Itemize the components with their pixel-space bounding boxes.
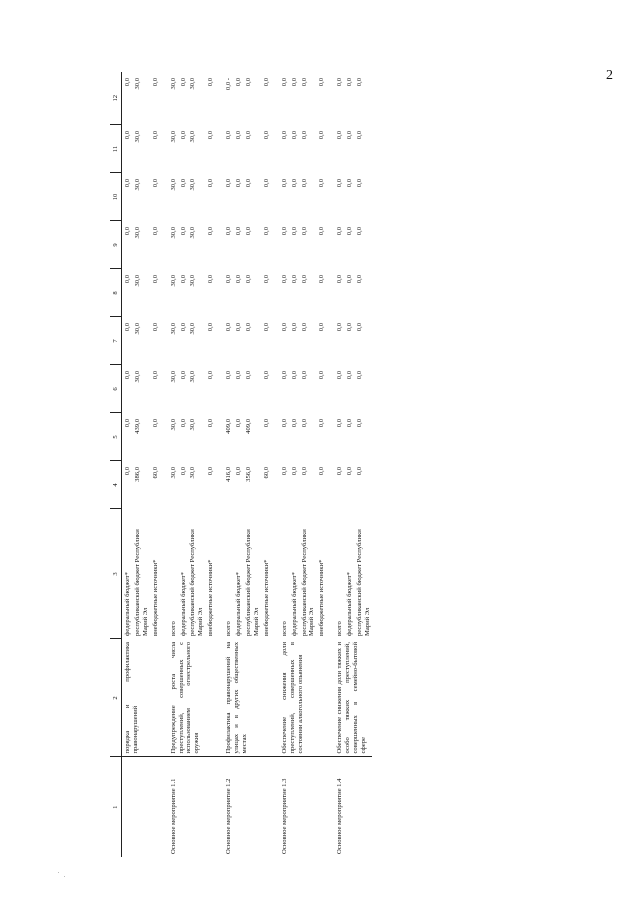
activity-title: Профилактика правонарушений на улицах и в других общественных местах — [225, 642, 248, 754]
table-row — [160, 72, 178, 857]
amount-cell: 0,0 — [207, 323, 215, 332]
amount-cell: 416,0 — [225, 467, 233, 482]
amount-cell: 30,0 — [189, 78, 197, 90]
amount-cell: 0,0 — [336, 371, 344, 380]
amount-cell: 0,0 — [207, 419, 215, 428]
amount-cell: 0,0 — [262, 78, 270, 87]
amount-cell: 386,0 — [133, 467, 141, 482]
amount-cell: 0,0 — [207, 371, 215, 380]
amount-cell: 30,0 — [189, 275, 197, 287]
amount-cell: 0,0 — [280, 419, 288, 428]
amount-cell: 0,0 — [207, 467, 215, 476]
amount-cell: 0,0 — [124, 227, 131, 236]
page-number: 2 — [606, 68, 613, 83]
col-header: 2 — [110, 639, 122, 757]
funding-source: республиканский бюджет Республики Марий Эл — [133, 529, 149, 636]
amount-cell: 0,0 — [244, 323, 252, 332]
activity-title: порядка и профилактика правонарушений — [124, 642, 139, 754]
amount-cell: 0,0 — [280, 227, 288, 236]
amount-cell: 30,0 — [169, 78, 177, 90]
amount-cell: 0,0 — [151, 419, 159, 428]
funding-source: федеральный бюджет* — [235, 572, 243, 636]
amount-cell: 0,0 — [262, 371, 270, 380]
amount-cell: 409,0 — [244, 419, 252, 434]
amount-cell: 0,0 — [290, 78, 298, 87]
amount-cell: 0,0 — [124, 131, 131, 140]
amount-cell: 30,0 — [189, 227, 197, 239]
amount-cell: 0,0 — [346, 275, 354, 284]
amount-cell: 0,0 — [290, 179, 298, 188]
amount-cell: 0,0 — [280, 78, 288, 87]
amount-cell: 0,0 — [290, 323, 298, 332]
budget-table — [110, 72, 372, 857]
amount-cell: 0,0 — [336, 227, 344, 236]
amount-cell: 0,0 — [244, 227, 252, 236]
funding-source: федеральный бюджет* — [179, 572, 187, 636]
amount-cell: 0,0 — [262, 131, 270, 140]
amount-cell: 0,0 — [300, 467, 308, 476]
col-header: 6 — [110, 365, 122, 413]
amount-cell: 0,0 — [235, 131, 243, 140]
amount-cell: 60,0 — [262, 467, 270, 479]
amount-cell: 0,0 — [124, 371, 131, 380]
activity-number — [122, 757, 160, 857]
amount-cell: 30,0 — [169, 275, 177, 287]
amount-cell: 0,0 — [235, 78, 243, 87]
funding-source: внебюджетные источники* — [151, 559, 159, 636]
amount-cell: 0,0 — [318, 371, 326, 380]
amount-cell: 30,0 — [169, 323, 177, 335]
amount-cell: 0,0 — [346, 227, 354, 236]
amount-cell: 0,0 — [151, 78, 159, 87]
amount-cell: 30,0 — [133, 131, 141, 143]
funding-source: федеральный бюджет* — [124, 572, 131, 636]
amount-cell: 30,0 — [133, 371, 141, 383]
amount-cell: 0,0 — [356, 323, 364, 332]
amount-cell: 0,0 — [356, 78, 364, 87]
col-header: 11 — [110, 125, 122, 173]
scan-speck — [64, 876, 65, 877]
amount-cell: 0,0 — [280, 179, 288, 188]
funding-source: всего — [280, 621, 288, 636]
rotated-table-wrapper — [110, 72, 610, 857]
activity-title: Обеспечение снижения доли тяжких и особо тяжких преступлений, совершенных в семейно-бытовой сфере — [336, 642, 367, 754]
table-row — [326, 72, 344, 857]
amount-cell: 30,0 — [189, 179, 197, 191]
funding-source: внебюджетные источники* — [207, 559, 215, 636]
amount-cell: 0,0 — [318, 323, 326, 332]
amount-cell: 0,0 — [235, 323, 243, 332]
amount-cell: 0,0 — [290, 275, 298, 284]
amount-cell: 0,0 — [262, 419, 270, 428]
amount-cell: 30,0 — [133, 227, 141, 239]
amount-cell: 30,0 — [169, 371, 177, 383]
amount-cell: 0,0 — [207, 179, 215, 188]
amount-cell: 0,0 — [179, 419, 187, 428]
amount-cell: 0,0 — [280, 323, 288, 332]
amount-cell: 0,0 — [124, 419, 131, 428]
activity-number: Основное мероприятие 1.2 — [215, 757, 271, 857]
amount-cell: 0,0 — [356, 227, 364, 236]
amount-cell: 0,0 — [262, 275, 270, 284]
funding-source: республиканский бюджет Республики Марий Эл — [244, 529, 260, 636]
funding-source: республиканский бюджет Республики Марий Эл — [300, 529, 316, 636]
amount-cell: 0,0 — [356, 371, 364, 380]
col-header: 12 — [110, 72, 122, 125]
amount-cell: 30,0 — [189, 323, 197, 335]
table-row — [215, 72, 233, 857]
amount-cell: 0,0 — [300, 131, 308, 140]
amount-cell: 0,0 — [346, 467, 354, 476]
amount-cell: 0,0 — [244, 371, 252, 380]
activity-number: Основное мероприятие 1.3 — [271, 757, 327, 857]
amount-cell: 0,0 — [346, 131, 354, 140]
amount-cell: 0,0 — [235, 467, 243, 476]
amount-cell: 0,0 — [207, 131, 215, 140]
table-row — [271, 72, 289, 857]
amount-cell: 0,0 — [290, 131, 298, 140]
amount-cell: 30,0 — [133, 179, 141, 191]
amount-cell: 30,0 — [169, 131, 177, 143]
amount-cell: 0,0 — [318, 419, 326, 428]
activity-title: Обеспечение снижения доли преступлений, совершенных в состоянии алкогольного опьянения — [280, 642, 304, 754]
funding-source: всего — [336, 621, 344, 636]
amount-cell: 0,0 — [235, 419, 243, 428]
scan-speck — [58, 872, 59, 873]
amount-cell: 0,0 — [346, 323, 354, 332]
amount-cell: 439,0 — [133, 419, 141, 434]
amount-cell: 0,0 — [280, 371, 288, 380]
amount-cell: 0,0 — [280, 131, 288, 140]
amount-cell: 0,0 — [280, 467, 288, 476]
amount-cell: 0,0 — [179, 275, 187, 284]
col-header: 7 — [110, 317, 122, 365]
amount-cell: 0,0 — [280, 275, 288, 284]
amount-cell: 0,0 — [318, 179, 326, 188]
amount-cell: 30,0 — [189, 419, 197, 431]
amount-cell: 0,0 — [207, 78, 215, 87]
col-header: 8 — [110, 269, 122, 317]
amount-cell: 0,0 — [235, 227, 243, 236]
amount-cell: 0,0 — [225, 371, 233, 380]
amount-cell: 0,0 — [225, 179, 233, 188]
amount-cell: 0,0 — [151, 371, 159, 380]
amount-cell: 0,0 — [318, 467, 326, 476]
amount-cell: 30,0 — [169, 467, 177, 479]
funding-source: всего — [169, 621, 177, 636]
activity-number: Основное мероприятие 1.1 — [160, 757, 216, 857]
amount-cell: 0,0 — [300, 179, 308, 188]
amount-cell: 30,0 — [133, 275, 141, 287]
amount-cell: 0,0 — [318, 227, 326, 236]
amount-cell: 0,0 — [244, 78, 252, 87]
amount-cell: 0,0 — [336, 78, 344, 87]
amount-cell: 0,0 — [124, 467, 131, 476]
amount-cell: 0,0 — [235, 371, 243, 380]
amount-cell: 0,0 — [300, 227, 308, 236]
funding-source: федеральный бюджет* — [346, 572, 354, 636]
amount-cell: 409,0 — [225, 419, 233, 434]
amount-cell: 0,0 — [151, 131, 159, 140]
amount-cell: 0,0 — [290, 467, 298, 476]
funding-source: республиканский бюджет Республики Марий Эл — [356, 529, 371, 636]
amount-cell: 0,0 — [244, 131, 252, 140]
amount-cell: 30,0 — [169, 179, 177, 191]
col-header: 10 — [110, 173, 122, 221]
amount-cell: 0,0 — [346, 371, 354, 380]
amount-cell: 0,0 — [225, 323, 233, 332]
amount-cell: 0,0 — [225, 131, 233, 140]
amount-cell: 0,0 - — [225, 78, 233, 91]
amount-cell: 0,0 — [356, 179, 364, 188]
amount-cell: 0,0 — [225, 227, 233, 236]
amount-cell: 0,0 — [356, 131, 364, 140]
amount-cell: 0,0 — [318, 275, 326, 284]
amount-cell: 30,0 — [189, 371, 197, 383]
amount-cell: 0,0 — [290, 371, 298, 380]
amount-cell: 0,0 — [124, 323, 131, 332]
amount-cell: 0,0 — [151, 275, 159, 284]
amount-cell: 0,0 — [179, 131, 187, 140]
amount-cell: 30,0 — [169, 227, 177, 239]
amount-cell: 0,0 — [300, 371, 308, 380]
amount-cell: 0,0 — [262, 323, 270, 332]
col-header: 3 — [110, 509, 122, 639]
amount-cell: 30,0 — [133, 323, 141, 335]
amount-cell: 0,0 — [179, 227, 187, 236]
funding-source: всего — [225, 621, 233, 636]
amount-cell: 0,0 — [235, 179, 243, 188]
amount-cell: 0,0 — [179, 371, 187, 380]
amount-cell: 0,0 — [336, 419, 344, 428]
col-header: 1 — [110, 757, 122, 857]
amount-cell: 0,0 — [151, 227, 159, 236]
amount-cell: 0,0 — [244, 179, 252, 188]
amount-cell: 0,0 — [124, 179, 131, 188]
amount-cell: 0,0 — [290, 227, 298, 236]
amount-cell: 30,0 — [169, 419, 177, 431]
amount-cell: 0,0 — [207, 275, 215, 284]
funding-source: внебюджетные источники* — [318, 559, 326, 636]
amount-cell: 0,0 — [179, 179, 187, 188]
amount-cell: 0,0 — [356, 419, 364, 428]
amount-cell: 356,0 — [244, 467, 252, 482]
amount-cell: 0,0 — [262, 179, 270, 188]
amount-cell: 30,0 — [189, 131, 197, 143]
amount-cell: 0,0 — [336, 467, 344, 476]
amount-cell: 0,0 — [318, 131, 326, 140]
amount-cell: 0,0 — [356, 467, 364, 476]
amount-cell: 0,0 — [336, 179, 344, 188]
col-header: 9 — [110, 221, 122, 269]
amount-cell: 0,0 — [151, 179, 159, 188]
amount-cell: 0,0 — [179, 78, 187, 87]
amount-cell: 0,0 — [124, 275, 131, 284]
amount-cell: 0,0 — [346, 419, 354, 428]
amount-cell: 0,0 — [336, 131, 344, 140]
amount-cell: 0,0 — [262, 227, 270, 236]
activity-number: Основное мероприятие 1.4 — [326, 757, 372, 857]
amount-cell: 0,0 — [235, 275, 243, 284]
amount-cell: 0,0 — [318, 78, 326, 87]
amount-cell: 0,0 — [179, 467, 187, 476]
amount-cell: 30,0 — [133, 78, 141, 90]
amount-cell: 0,0 — [290, 419, 298, 428]
col-header: 5 — [110, 413, 122, 461]
amount-cell: 0,0 — [225, 275, 233, 284]
activity-title: Предупреждение роста числа преступлений, совершенных с использованием огнестрельного оружия — [169, 642, 201, 754]
amount-cell: 30,0 — [189, 467, 197, 479]
amount-cell: 0,0 — [151, 323, 159, 332]
amount-cell: 0,0 — [300, 323, 308, 332]
amount-cell: 0,0 — [300, 78, 308, 87]
header-row — [110, 72, 122, 857]
amount-cell: 0,0 — [124, 78, 131, 87]
amount-cell: 0,0 — [207, 227, 215, 236]
amount-cell: 0,0 — [336, 323, 344, 332]
amount-cell: 0,0 — [336, 275, 344, 284]
funding-source: федеральный бюджет* — [290, 572, 298, 636]
funding-source: республиканский бюджет Республики Марий Эл — [189, 529, 205, 636]
amount-cell: 0,0 — [346, 78, 354, 87]
amount-cell: 0,0 — [300, 275, 308, 284]
col-header: 4 — [110, 461, 122, 509]
amount-cell: 0,0 — [300, 419, 308, 428]
funding-source: внебюджетные источники* — [262, 559, 270, 636]
amount-cell: 60,0 — [151, 467, 159, 479]
amount-cell: 0,0 — [179, 323, 187, 332]
amount-cell: 0,0 — [356, 275, 364, 284]
amount-cell: 0,0 — [244, 275, 252, 284]
table-body — [122, 72, 372, 857]
table-row — [122, 72, 132, 857]
amount-cell: 0,0 — [346, 179, 354, 188]
